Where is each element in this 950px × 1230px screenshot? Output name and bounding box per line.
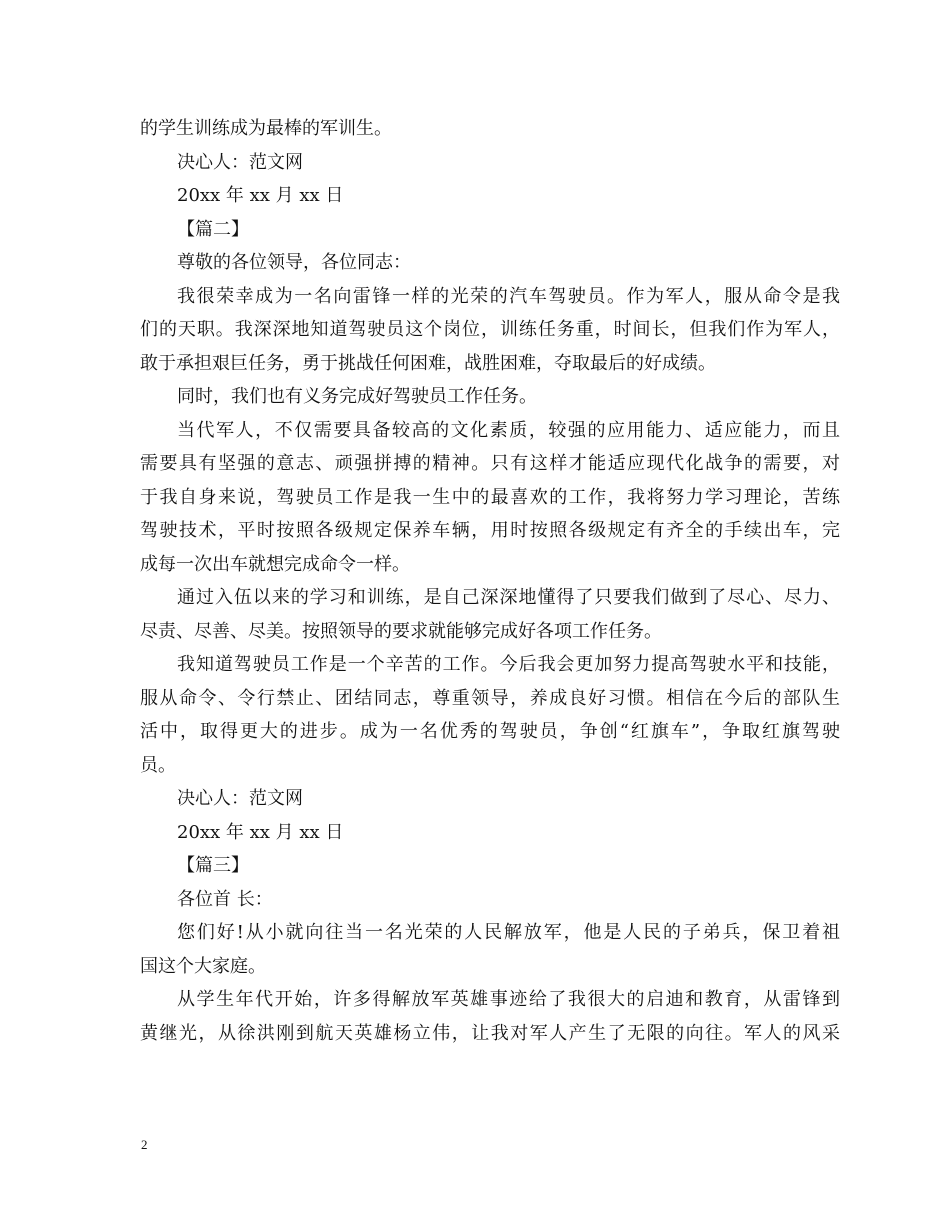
text-line: 20xx 年 xx 月 xx 日 [177, 185, 344, 206]
text-line: 我很荣幸成为一名向雷锋一样的光荣的汽车驾驶员。作为军人，服从命令是我 [177, 285, 840, 307]
text-line: 决心人：范文网 [177, 151, 303, 173]
text-line: 成每一次出车就想完成命令一样。 [140, 553, 410, 575]
text-line: 驾驶技术，平时按照各级规定保养车辆，用时按照各级规定有齐全的手续出车，完 [140, 520, 840, 541]
document-body [140, 112, 840, 1050]
text-line: 我知道驾驶员工作是一个辛苦的工作。今后我会更加努力提高驾驶水平和技能， [177, 654, 840, 675]
text-line: 尽责、尽善、尽美。按照领导的要求就能够完成好各项工作任务。 [140, 620, 662, 642]
text-line: 决心人：范文网 [177, 788, 303, 809]
text-line: 【篇二】 [177, 218, 249, 240]
text-line: 们的天职。我深深地知道驾驶员这个岗位，训练任务重，时间长，但我们作为军人， [140, 319, 840, 340]
text-line: 尊敬的各位领导，各位同志： [177, 252, 411, 273]
text-line: 您们好!从小就向往当一名光荣的人民解放军，他是人民的子弟兵，保卫着祖 [177, 922, 840, 943]
text-line: 通过入伍以来的学习和训练，是自己深深地懂得了只要我们做到了尽心、尽力、 [177, 587, 840, 608]
text-line: 同时，我们也有义务完成好驾驶员工作任务。 [177, 386, 537, 407]
text-line: 的学生训练成为最棒的军训生。 [140, 118, 392, 139]
text-line: 敢于承担艰巨任务，勇于挑战任何困难，战胜困难，夺取最后的好成绩。 [140, 352, 716, 374]
text-line: 当代军人，不仅需要具备较高的文化素质，较强的应用能力、适应能力，而且 [177, 419, 840, 441]
text-line: 活中，取得更大的进步。成为一名优秀的驾驶员，争创“红旗车”，争取红旗驾驶 [140, 721, 840, 742]
page-number: 2 [141, 1137, 148, 1152]
text-line: 于我自身来说，驾驶员工作是我一生中的最喜欢的工作，我将努力学习理论，苦练 [140, 486, 840, 508]
text-line: 国这个大家庭。 [140, 955, 266, 977]
text-line: 服从命令、令行禁止、团结同志，尊重领导，养成良好习惯。相信在今后的部队生 [140, 687, 840, 709]
text-line: 员。 [140, 754, 176, 776]
text-line: 黄继光，从徐洪刚到航天英雄杨立伟，让我对军人产生了无限的向往。军人的风采 [140, 1022, 840, 1044]
text-line: 20xx 年 xx 月 xx 日 [177, 821, 344, 843]
text-line: 需要具有坚强的意志、顽强拼搏的精神。只有这样才能适应现代化战争的需要，对 [140, 453, 840, 474]
text-line: 从学生年代开始，许多得解放军英雄事迹给了我很大的启迪和教育，从雷锋到 [177, 989, 840, 1010]
text-line: 各位首 长： [177, 888, 273, 910]
text-line: 【篇三】 [177, 855, 249, 876]
